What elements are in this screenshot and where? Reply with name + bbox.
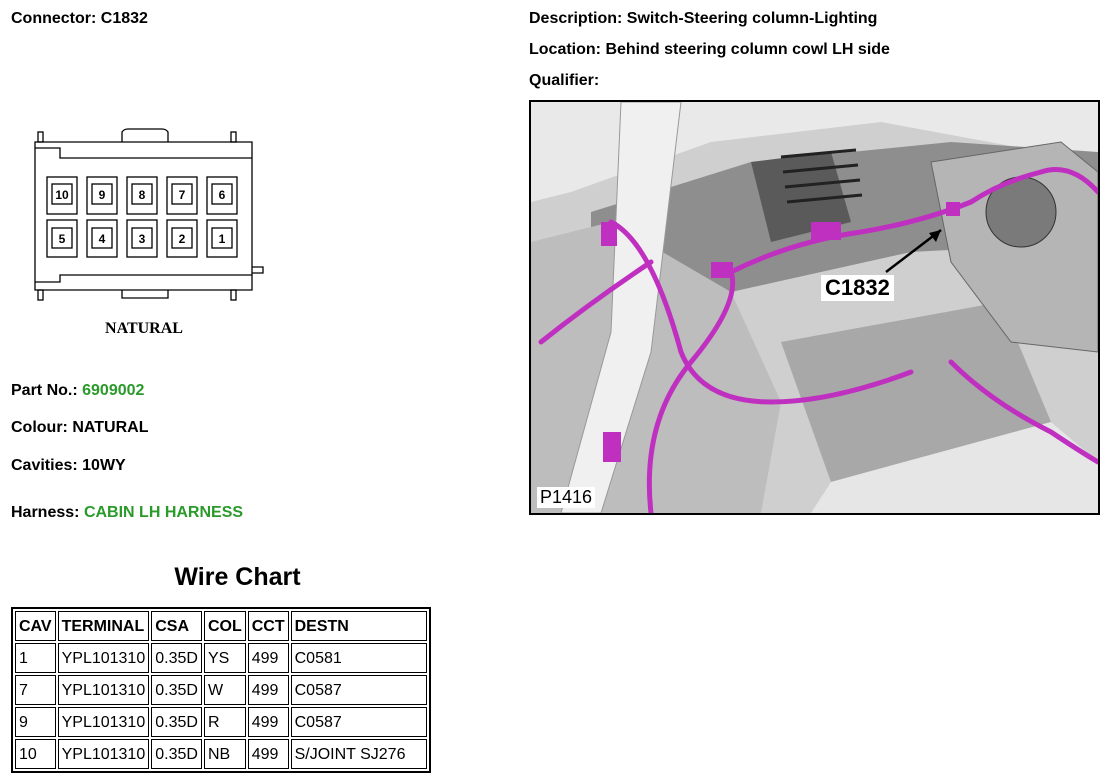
pin-cavities-top [47,177,237,214]
colour-label: Colour: [11,419,68,436]
location-illustration [529,100,1100,515]
table-cell: 10 [15,739,56,769]
table-cell: NB [204,739,246,769]
table-header-row [15,611,427,641]
table-cell: YPL101310 [58,675,150,705]
connector-label: Connector: [11,10,97,27]
harness-line [11,504,243,522]
wire-chart-table [11,607,431,773]
description-line [529,10,877,28]
table-cell: R [204,707,246,737]
pin-number: 3 [138,232,146,246]
table-cell: YS [204,643,246,673]
cavities-label: Cavities: [11,457,78,474]
pin-cavity [167,177,197,214]
figure-reference: P1416 [537,487,595,508]
colour-value: NATURAL [72,419,149,436]
table-cell: C0587 [291,675,427,705]
table-row [15,643,427,673]
qualifier-label: Qualifier: [529,72,600,89]
callout-label: C1832 [821,275,894,301]
table-cell: C0587 [291,707,427,737]
pin-cavity [127,220,157,257]
part-no-line [11,382,144,400]
column-header: COL [204,611,246,641]
connector-face-diagram [20,120,280,350]
table-cell: 499 [248,707,289,737]
column-header: DESTN [291,611,427,641]
harness-label: Harness: [11,504,80,521]
table-cell: 499 [248,643,289,673]
pin-cavities-bottom [47,220,237,257]
table-cell: 0.35D [151,707,202,737]
pin-cavity [87,177,117,214]
pin-number: 10 [55,188,69,202]
part-no-label: Part No.: [11,382,78,399]
table-cell: 1 [15,643,56,673]
pin-number: 6 [218,188,226,202]
column-header: CAV [15,611,56,641]
description-label: Description: [529,10,623,27]
table-cell: W [204,675,246,705]
pin-cavity [207,220,237,257]
pin-number: 4 [98,232,106,246]
table-cell: 0.35D [151,643,202,673]
column-header: TERMINAL [58,611,150,641]
connector-value: C1832 [100,10,148,27]
table-cell: 499 [248,739,289,769]
pin-cavity [47,220,77,257]
pin-number: 9 [98,188,106,202]
pin-number: 2 [178,232,186,246]
pin-cavity [167,220,197,257]
wire-chart-title: Wire Chart [174,563,301,591]
description-value: Switch-Steering column-Lighting [626,10,878,27]
cavities-line [11,457,126,475]
pin-number: 1 [218,232,226,246]
table-cell: 9 [15,707,56,737]
column-header: CSA [151,611,202,641]
location-label: Location: [529,41,601,58]
pin-cavity [207,177,237,214]
table-cell: 0.35D [151,675,202,705]
part-no-link[interactable]: 6909002 [82,382,145,399]
pin-cavity [87,220,117,257]
table-cell: 499 [248,675,289,705]
connector-line [11,10,148,28]
table-cell: YPL101310 [58,739,150,769]
table-cell: YPL101310 [58,707,150,737]
pin-number: 7 [178,188,186,202]
table-cell: 0.35D [151,739,202,769]
table-cell: S/JOINT SJ276 [291,739,427,769]
location-line [529,41,890,59]
table-row [15,675,427,705]
table-cell: C0581 [291,643,427,673]
vehicle-interior-drawing [531,102,1098,513]
pin-cavity [127,177,157,214]
harness-link[interactable]: CABIN LH HARNESS [83,504,244,521]
table-row [15,707,427,737]
table-row [15,739,427,769]
pin-number: 8 [138,188,146,202]
colour-caption: NATURAL [105,320,183,337]
table-cell: YPL101310 [58,643,150,673]
location-value: Behind steering column cowl LH side [605,41,890,58]
colour-line [11,419,148,437]
column-header: CCT [248,611,289,641]
qualifier-line [529,72,599,90]
table-cell: 7 [15,675,56,705]
pin-cavity [47,177,77,214]
pin-number: 5 [58,232,66,246]
cavities-value: 10WY [82,457,126,474]
